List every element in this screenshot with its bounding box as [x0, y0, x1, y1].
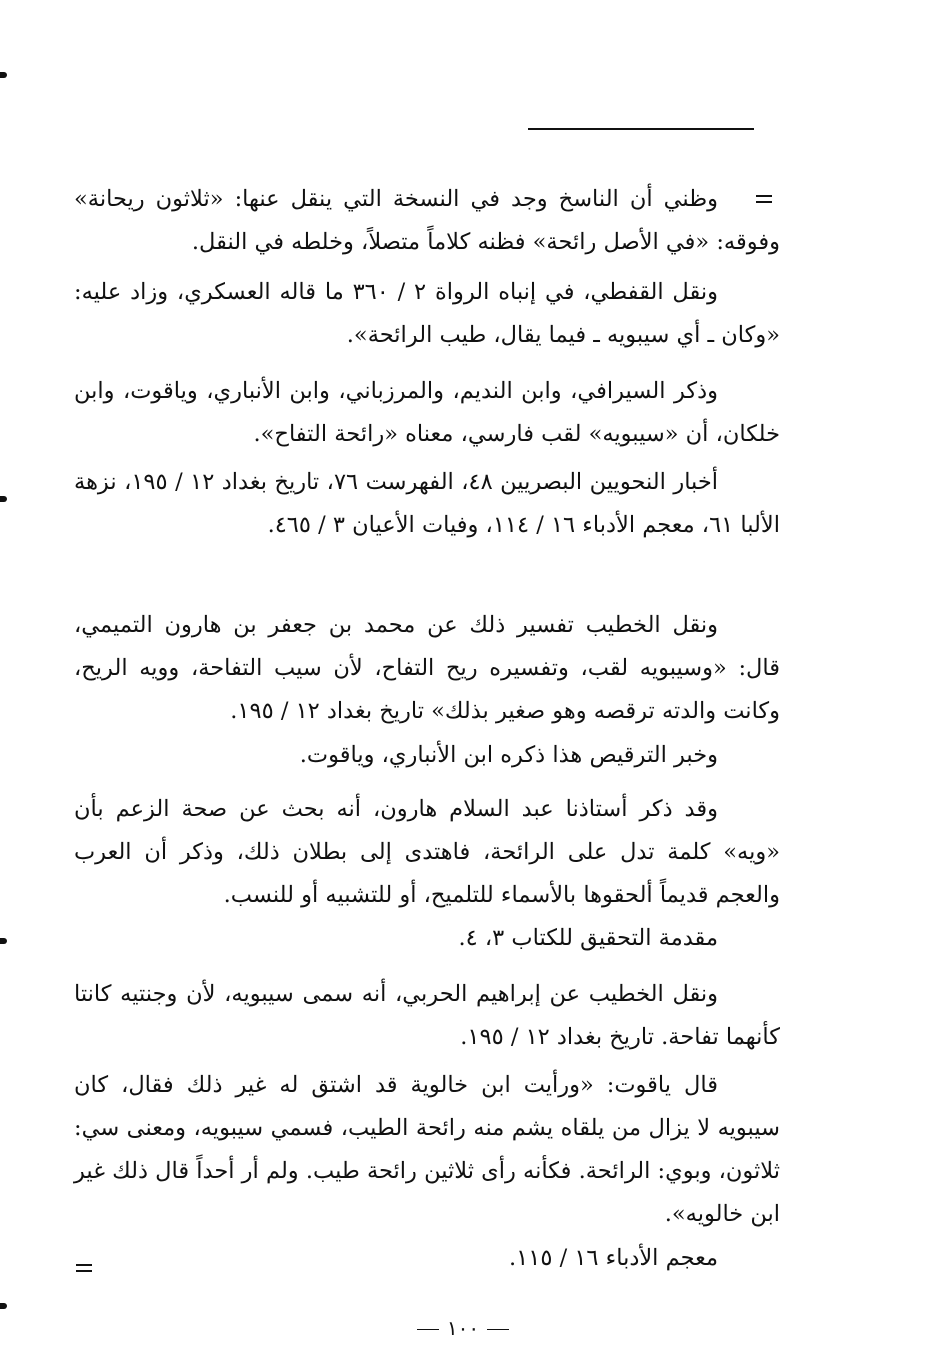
- paragraph-9: ونقل الخطيب عن إبراهيم الحربي، أنه سمى سيبويه، لأن وجنتيه كانتا كأنهما تفاحة. تاريخ بغداد ١٢ / ١٩٥.: [74, 981, 780, 1050]
- paragraph-7: وقد ذكر أستاذنا عبد السلام هارون، أنه بحث عن صحة الزعم بأن «ويه» كلمة تدل على الرائحة، فاهتدى إلى بطلان ذلك، وذكر أن العرب والعجم قديماً ألحقوها بالأسماء للتلميح، أو للتشبيه أو للنسب.: [74, 796, 780, 908]
- paragraph-6: وخبر الترقيص هذا ذكره ابن الأنباري، وياقوت.: [299, 742, 718, 768]
- page-number-dash-left: [417, 1329, 439, 1330]
- paragraph-5: ونقل الخطيب تفسير ذلك عن محمد بن جعفر بن هارون التميمي، قال: «وسيبويه لقب، وتفسيره ريح التفاح، لأن سيب التفاحة، وويه الريح، وكانت والدته ترقصه وهو صغير بذلك» تاريخ بغداد ١٢ / ١٩٥.: [74, 612, 780, 724]
- paragraph-2: ونقل القفطي، في إنباه الرواة ٢ / ٣٦٠ ما قاله العسكري، وزاد عليه: «وكان ـ أي سيبويه ـ فيما يقال، طيب الرائحة».: [74, 279, 780, 348]
- paragraph-1: وظني أن الناسخ وجد في النسخة التي ينقل عنها: «ثلاثون ريحانة» وفوقه: «في الأصل رائحة» فظنه كلاماً متصلاً، وخلطه في النقل.: [74, 186, 780, 255]
- left-edge-mark-middle: [0, 496, 7, 502]
- paragraph-8: مقدمة التحقيق للكتاب ٣، ٤.: [458, 925, 718, 951]
- page-number: [0, 1316, 926, 1340]
- paragraph-3: وذكر السيرافي، وابن النديم، والمرزباني، وابن الأنباري، وياقوت، وابن خلكان، أن «سيبويه» لقب فارسي، معناه «رائحة التفاح».: [74, 378, 780, 447]
- left-edge-mark-lower: [0, 938, 7, 944]
- page-number-dash-right: [487, 1329, 509, 1330]
- left-edge-mark-top: [0, 72, 7, 78]
- paragraph-4: أخبار النحويين البصريين ٤٨، الفهرست ٧٦، تاريخ بغداد ١٢ / ١٩٥، نزهة الألبا ٦١، معجم الأدباء ١٦ / ١١٤، وفيات الأعيان ٣ / ٤٦٥.: [74, 469, 780, 538]
- left-edge-mark-bottom: [0, 1303, 7, 1309]
- paragraph-10: قال ياقوت: «ورأيت ابن خالوية قد اشتق له غير ذلك فقال، كان سيبويه لا يزال من يلقاه يشم منه رائحة الطيب، فسمي سيبويه، ومعنى سي: ثلاثون، وبوي: الرائحة. فكأنه رأى ثلاثين رائحة طيب. ولم أر أحداً قال ذلك غير ابن خالويه».: [74, 1072, 780, 1227]
- paragraph-11: معجم الأدباء ١٦ / ١١٥.: [509, 1245, 718, 1271]
- page-number-label: ١٠٠: [446, 1316, 480, 1340]
- footnote-separator-rule: [528, 128, 754, 130]
- continuation-mark-bottom: [76, 1264, 92, 1272]
